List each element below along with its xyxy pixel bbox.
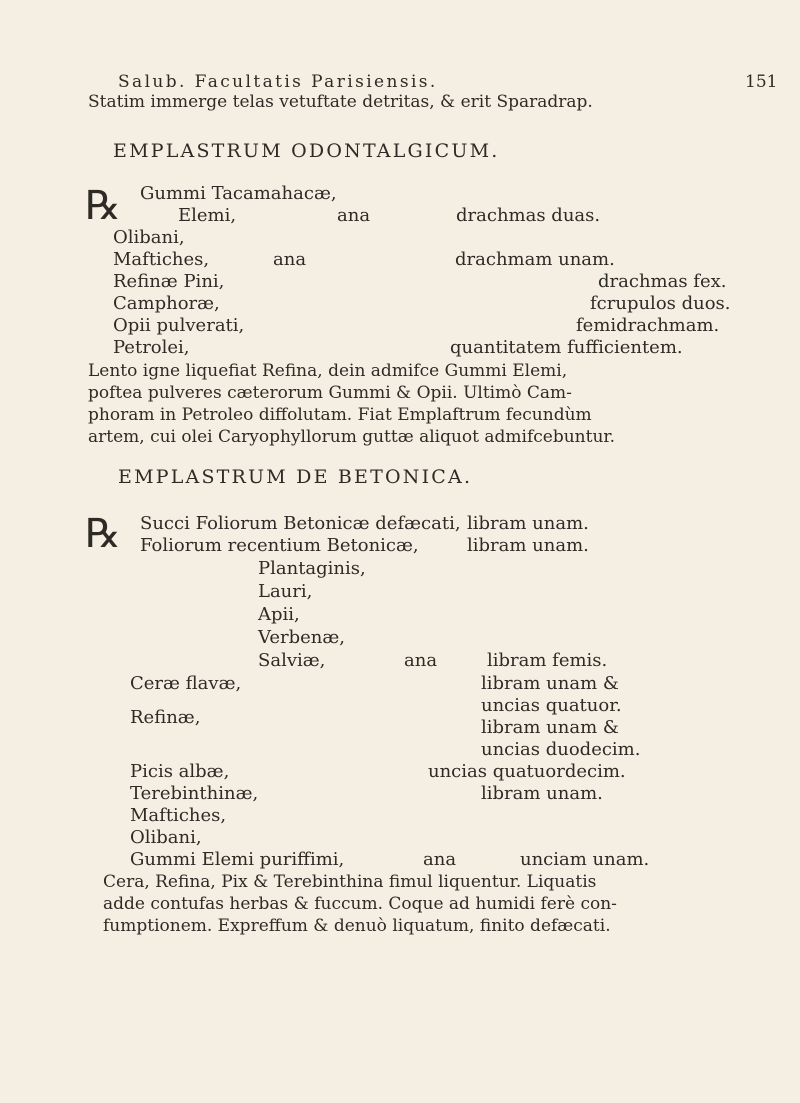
ingredient-name: Refinæ, [130, 707, 201, 728]
instruction-line: Cera, Refina, Pix & Terebinthina fimul liquentur. Liquatis [103, 872, 597, 892]
ingredient-dose: drachmas fex. [598, 271, 727, 292]
ingredient-dose: libram unam. [467, 535, 589, 556]
ingredient-name: Petrolei, [113, 337, 190, 358]
instruction-line: phoram in Petroleo diffolutam. Fiat Emplaftrum fecundùm [88, 405, 592, 425]
instruction-line: artem, cui olei Caryophyllorum guttæ aliquot admifcebuntur. [88, 427, 616, 447]
ingredient-dose: uncias quatuor. [481, 695, 622, 716]
ingredient-name: Verbenæ, [258, 627, 346, 648]
recipe-title: EMPLASTRUM DE BETONICA. [118, 466, 473, 488]
ingredient-dose: libram femis. [487, 650, 608, 671]
ingredient-dose: libram unam & [481, 717, 619, 738]
running-title: Salub. Facultatis Parisiensis. [118, 72, 438, 92]
instruction-line: fumptionem. Expreffum & denuò liquatum, finito defæcati. [103, 916, 611, 936]
instruction-line: Lento igne liquefiat Refina, dein admifce Gummi Elemi, [88, 361, 568, 381]
ingredient-name: Succi Foliorum Betonicæ defæcati, [140, 513, 461, 534]
recipe-title: EMPLASTRUM ODONTALGICUM. [113, 140, 500, 162]
ingredient-dose: unciam unam. [520, 849, 650, 870]
ana-word: ana [273, 249, 307, 270]
page-number: 151 [745, 72, 778, 92]
recipe-instructions [103, 871, 617, 937]
ingredient-name: Plantaginis, [258, 558, 366, 579]
ingredient-dose: uncias quatuordecim. [428, 761, 626, 782]
ingredient-dose: quantitatem fufficientem. [450, 337, 683, 358]
recipe-symbol: ℞ [85, 511, 121, 557]
instruction-line: poftea pulveres cæterorum Gummi & Opii. Ultimò Cam- [88, 383, 572, 403]
ingredient-dose: libram unam. [467, 513, 589, 534]
ana-word: ana [337, 205, 371, 226]
recipe-symbol: ℞ [85, 183, 121, 229]
ingredient-dose: libram unam & [481, 673, 619, 694]
ingredient-name: Picis albæ, [130, 761, 230, 782]
ingredient-name: Refinæ Pini, [113, 271, 225, 292]
instruction-line: adde contufas herbas & fuccum. Coque ad humidi ferè con- [103, 894, 617, 914]
ingredient-name: Maftiches, [130, 805, 227, 826]
ingredient-name: Lauri, [258, 581, 313, 602]
ingredient-name: Elemi, [178, 205, 237, 226]
ingredient-dose: libram unam. [481, 783, 603, 804]
ingredient-name: Gummi Tacamahacæ, [140, 183, 337, 204]
ingredient-dose: drachmas duas. [456, 205, 601, 226]
ingredient-name: Opii pulverati, [113, 315, 245, 336]
ingredient-dose: uncias duodecim. [481, 739, 641, 760]
ingredient-name: Ceræ flavæ, [130, 673, 242, 694]
ingredient-name: Gummi Elemi puriffimi, [130, 849, 345, 870]
ingredient-name: Terebinthinæ, [130, 783, 259, 804]
ingredient-name: Apii, [258, 604, 300, 625]
ana-word: ana [423, 849, 457, 870]
ingredient-dose: femidrachmam. [576, 315, 720, 336]
ingredient-name: Camphoræ, [113, 293, 220, 314]
ingredient-name: Salviæ, [258, 650, 326, 671]
recipe-instructions [88, 360, 615, 448]
ana-word: ana [404, 650, 438, 671]
ingredient-dose: drachmam unam. [455, 249, 615, 270]
ingredient-name: Maftiches, [113, 249, 210, 270]
intro-line: Statim immerge telas vetuftate detritas, & erit Sparadrap. [88, 92, 593, 112]
ingredient-name: Olibani, [130, 827, 202, 848]
ingredient-dose: fcrupulos duos. [590, 293, 731, 314]
ingredient-name: Olibani, [113, 227, 185, 248]
ingredient-name: Foliorum recentium Betonicæ, [140, 535, 419, 556]
